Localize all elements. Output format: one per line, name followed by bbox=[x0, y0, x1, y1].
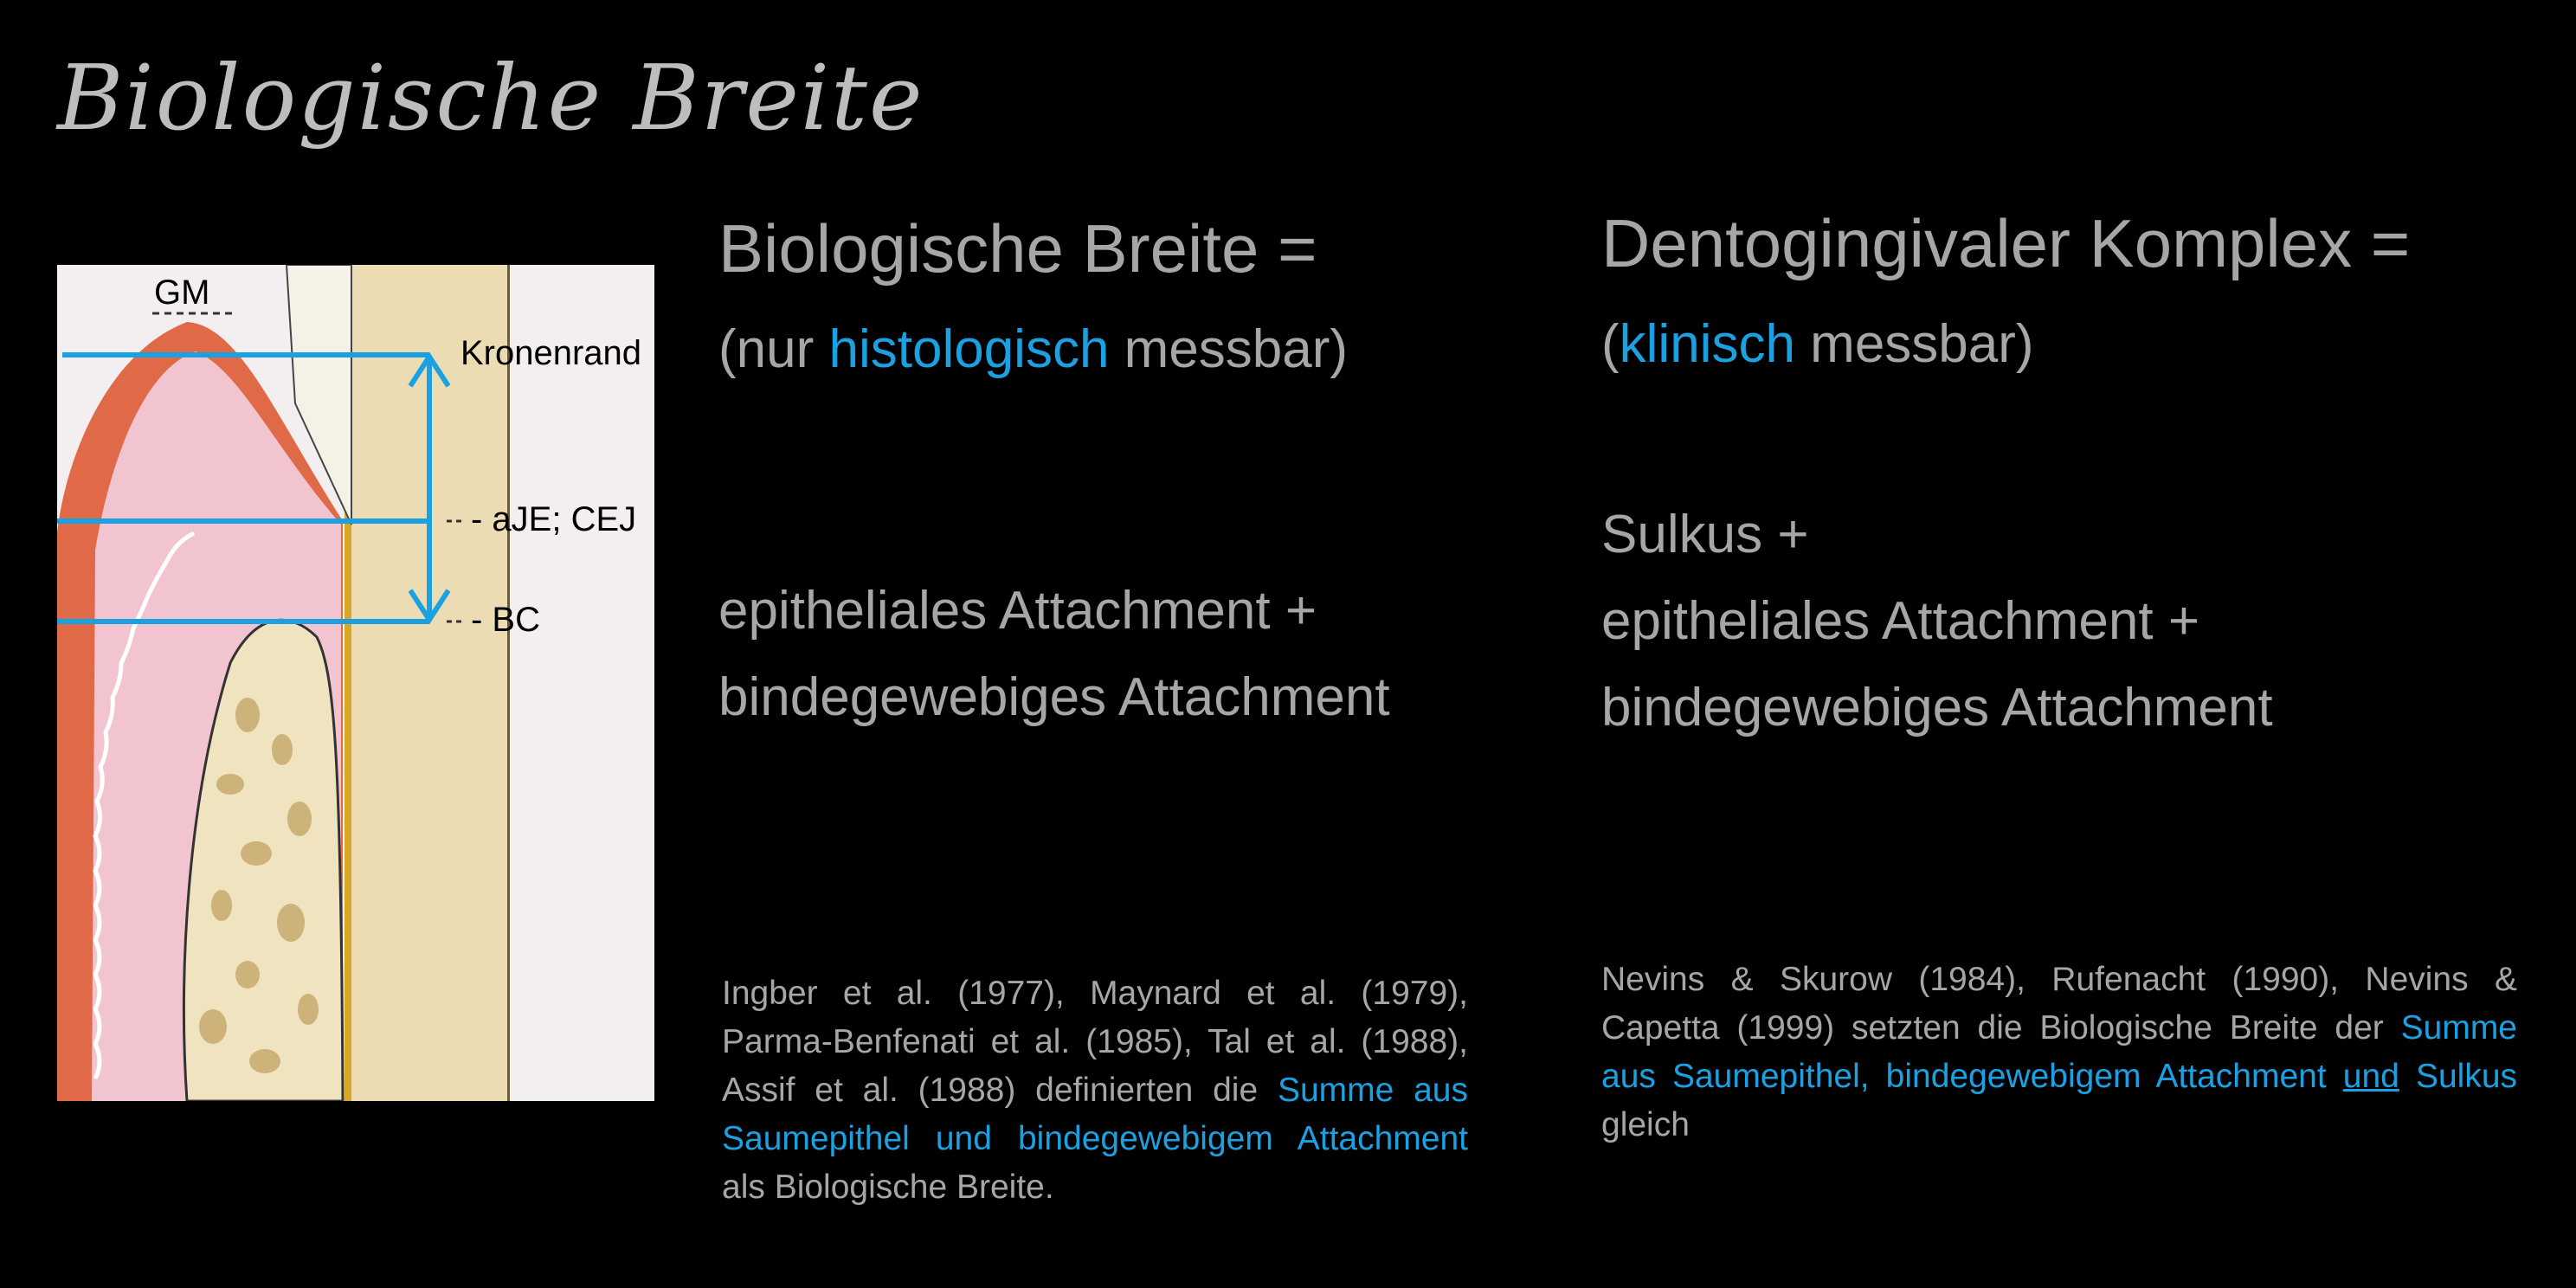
left-heading: Biologische Breite = bbox=[718, 210, 1317, 287]
cej-label: - aJE; CEJ bbox=[471, 500, 637, 538]
left-reference-highlight: Summe aus Saumepithel und bindegewebigem Attachment bbox=[722, 1072, 1468, 1157]
kronenrand-label: Kronenrand bbox=[460, 334, 642, 372]
histologisch-text: histologisch bbox=[828, 319, 1110, 379]
tooth-outline bbox=[507, 265, 510, 1101]
slide-title: Biologische Breite bbox=[57, 45, 924, 151]
left-line-epithelial: epitheliales Attachment + bbox=[718, 581, 1317, 641]
right-reference-sulkus: Sulkus bbox=[2415, 1058, 2518, 1095]
right-line-epithelial: epitheliales Attachment + bbox=[1601, 591, 2200, 651]
right-line-sulkus: Sulkus + bbox=[1601, 505, 1809, 564]
bc-label: - BC bbox=[471, 601, 540, 639]
right-subheading: (klinisch messbar) bbox=[1601, 314, 2034, 374]
left-reference: Ingber et al. (1977), Maynard et al. (1979), Parma-Benfenati et al. (1985), Tal et al. (1988), Assif et al. (1988) definierten die Summe aus Saumepithel und bindegewebigem Attachment als Biologische Breite. bbox=[722, 975, 1468, 1206]
right-reference-highlight: Summe aus Saumepithel, bindegewebigem Attachment bbox=[1601, 1009, 2517, 1095]
left-line-connective: bindegewebiges Attachment bbox=[718, 667, 1390, 727]
right-reference: Nevins & Skurow (1984), Rufenacht (1990), Nevins & Capetta (1999) setzten die Biologische Breite der Summe aus Saumepithel, bindegewebigem Attachment und Sulkus gleich bbox=[1601, 961, 2518, 1143]
right-reference-und: und bbox=[2342, 1058, 2399, 1095]
left-subheading: (nur histologisch messbar) bbox=[718, 319, 1349, 379]
right-line-connective: bindegewebiges Attachment bbox=[1601, 678, 2273, 737]
anatomy-figure bbox=[57, 265, 654, 1101]
klinisch-text: klinisch bbox=[1619, 314, 1795, 374]
gm-label: GM bbox=[154, 274, 210, 312]
gingiva-diagram bbox=[57, 265, 654, 1101]
right-heading: Dentogingivaler Komplex = bbox=[1601, 205, 2411, 281]
